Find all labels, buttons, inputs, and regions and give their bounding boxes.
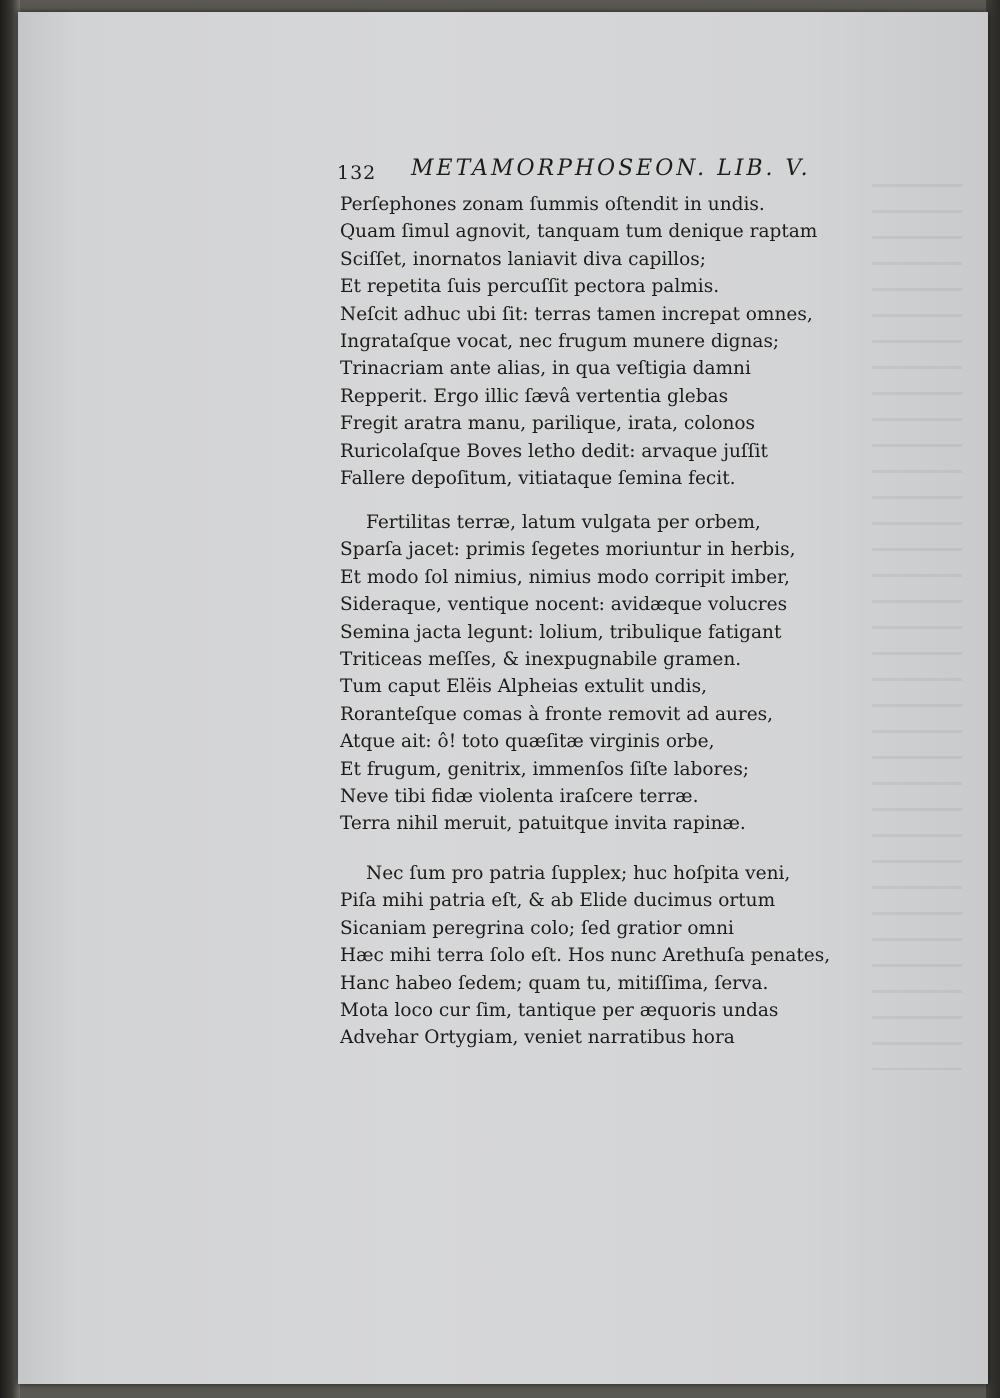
page-number: 132 (337, 162, 377, 184)
stanza-2 (340, 509, 860, 838)
running-head (337, 156, 817, 188)
verse-line: Neſcit adhuc ubi ſit: terras tamen increpat omnes, (340, 303, 813, 325)
verse-line: Neve tibi fidæ violenta iraſcere terræ. (340, 785, 699, 807)
verse-line: Roranteſque comas à fronte removit ad aures, (340, 703, 774, 725)
verse-line: Atque ait: ô! toto quæſitæ virginis orbe, (340, 731, 715, 753)
verse-line: Sparſa jacet: primis ſegetes moriuntur in herbis, (340, 539, 796, 561)
verse-line: Perſephones zonam ſummis oſtendit in undis. (340, 194, 765, 215)
verse-line: Trinacriam ante alias, in qua veſtigia damni (340, 358, 751, 380)
verse-line: Sicaniam peregrina colo; ſed gratior omni (340, 917, 734, 939)
verse-line: Tum caput Elëis Alpheias extulit undis, (340, 676, 707, 698)
stanza-1 (340, 191, 860, 492)
stanza-3 (340, 860, 860, 1052)
verse-line: Piſa mihi patria eſt, & ab Elide ducimus ortum (340, 890, 776, 912)
running-title: METAMORPHOSEON. LIB. V. (411, 156, 811, 181)
verse-line: Et repetita ſuis percuſſit pectora palmis. (340, 276, 720, 298)
verse-line: Hæc mihi terra ſolo eſt. Hos nunc Arethuſa penates, (340, 945, 831, 967)
verse-line: Mota loco cur ſim, tantique per æquoris undas (340, 999, 779, 1021)
verse-line: Sideraque, ventique nocent: avidæque volucres (340, 594, 788, 616)
right-page-edge (986, 0, 1000, 1398)
verse-line: Triticeas meſſes, & inexpugnabile gramen. (340, 648, 742, 670)
verse-line: Repperit. Ergo illic ſævâ vertentia glebas (340, 385, 729, 407)
verse-line: Et modo ſol nimius, nimius modo corripit imber, (340, 566, 790, 588)
verse-line: Ruricolaſque Boves letho dedit: arvaque juſſit (340, 440, 768, 462)
show-through-text (872, 170, 962, 1070)
verse-line: Nec ſum pro patria ſupplex; huc hoſpita veni, (366, 863, 791, 884)
verse-line: Hanc habeo ſedem; quam tu, mitiſſima, ſerva. (340, 972, 769, 994)
verse-line: Terra nihil meruit, patuitque invita rapinæ. (340, 813, 746, 835)
verse-line: Fertilitas terræ, latum vulgata per orbem, (366, 512, 761, 533)
verse-line: Ingrataſque vocat, nec frugum munere dignas; (340, 330, 780, 352)
verse-line: Quam ſimul agnovit, tanquam tum denique raptam (340, 221, 818, 243)
verse-line: Et frugum, genitrix, immenſos ſiſte labores; (340, 758, 750, 780)
binding-gutter (0, 0, 20, 1398)
verse-line: Semina jacta legunt: lolium, tribulique fatigant (340, 621, 782, 643)
verse-line: Sciſſet, inornatos laniavit diva capillos; (340, 248, 706, 270)
verse-line: Fallere depoſitum, vitiataque ſemina fecit. (340, 467, 736, 489)
verse-line: Advehar Ortygiam, veniet narratibus hora (340, 1027, 735, 1049)
verse-line: Fregit aratra manu, parilique, irata, colonos (340, 413, 756, 435)
